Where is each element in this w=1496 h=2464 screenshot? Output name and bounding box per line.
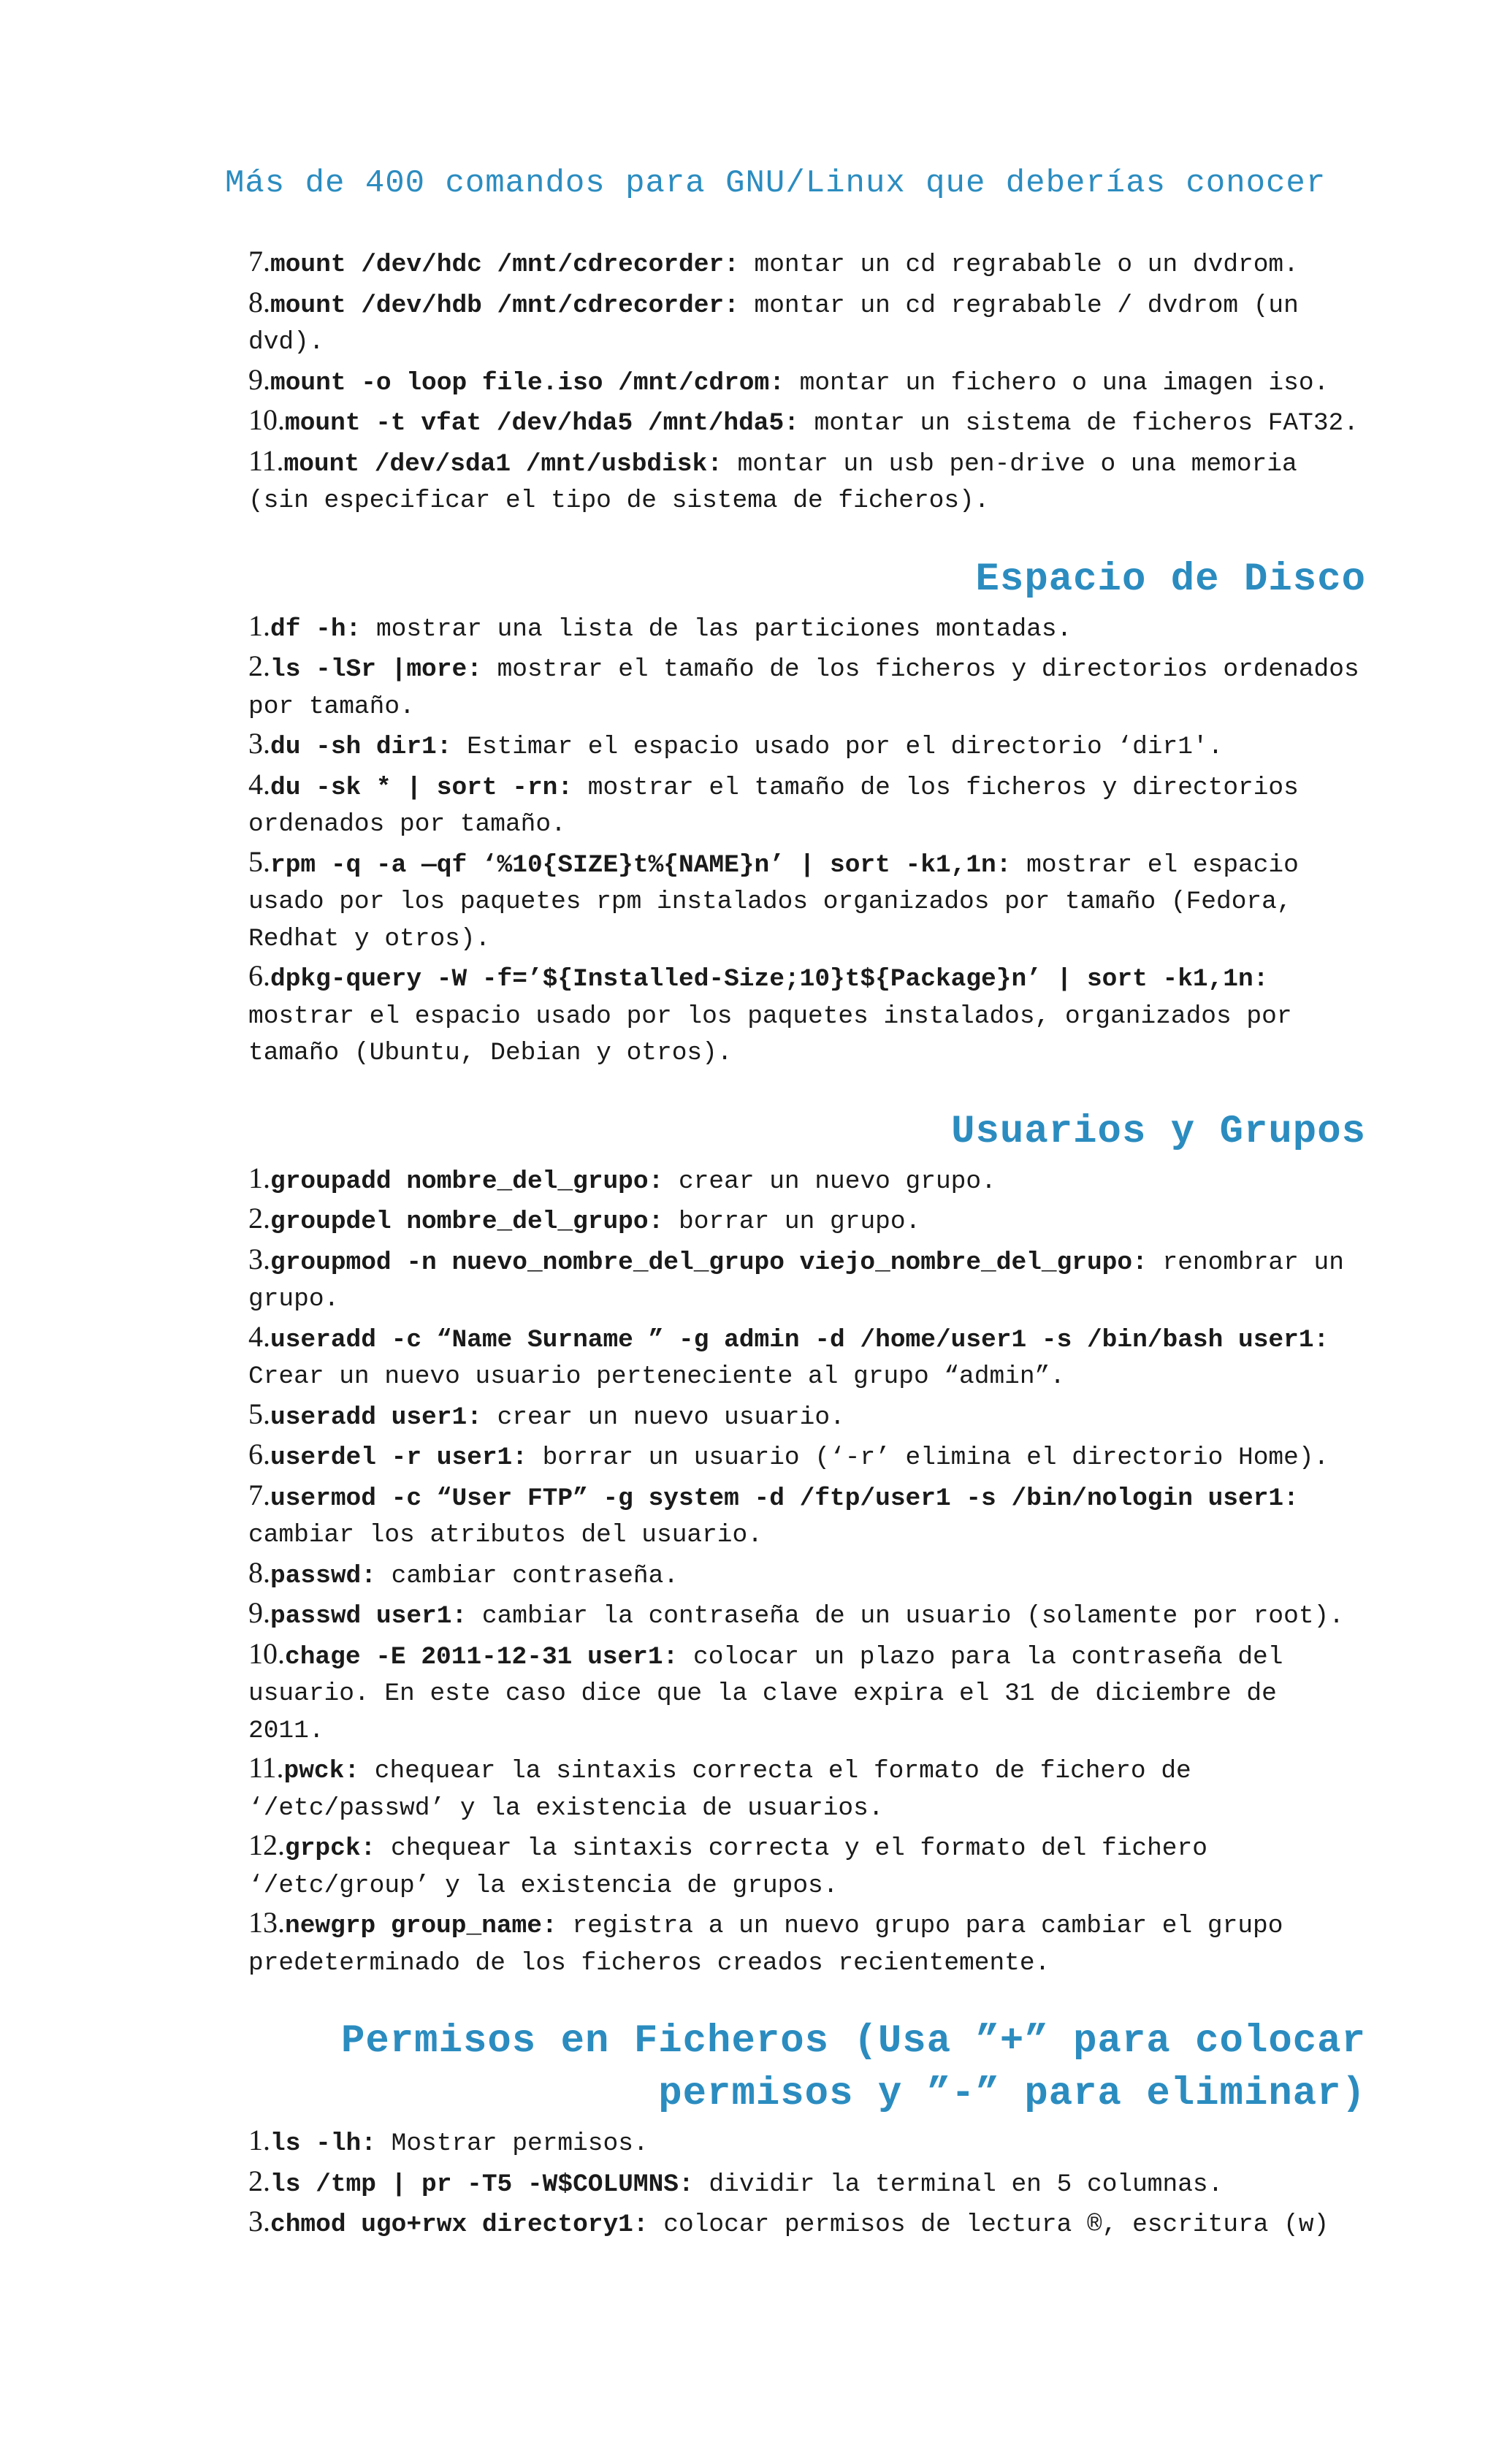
list-item: 1.ls -lh: Mostrar permisos. bbox=[248, 2124, 649, 2158]
list-item: 3.groupmod -n nuevo_nombre_del_grupo viejo_nombre_del_grupo: renombrar un grupo. bbox=[248, 1242, 1344, 1313]
list-item: 13.newgrp group_name: registra a un nuevo grupo para cambiar el grupo predeterminado de los ficheros creados recientemente. bbox=[248, 1906, 1283, 1977]
section-title-permisos-ficheros bbox=[213, 2015, 1366, 2121]
list-item: 10.chage -E 2011-12-31 user1: colocar un plazo para la contraseña del usuario. En este caso dice que la clave expira el 31 de diciembre de 2011. bbox=[248, 1636, 1283, 1745]
list-item: 8.passwd: cambiar contraseña. bbox=[248, 1555, 679, 1590]
list-item: 7.usermod -c “User FTP” -g system -d /ftp/user1 -s /bin/nologin user1: cambiar los atributos del usuario. bbox=[248, 1478, 1299, 1549]
list-item: 10.mount -t vfat /dev/hda5 /mnt/hda5: montar un sistema de ficheros FAT32. bbox=[248, 403, 1359, 438]
section-title-line-2: permisos y ”-” para eliminar) bbox=[658, 2072, 1366, 2116]
list-item: 11.mount /dev/sda1 /mnt/usbdisk: montar un usb pen-drive o una memoria (sin especificar el tipo de sistema de ficheros). bbox=[248, 443, 1297, 515]
list-item: 11.pwck: chequear la sintaxis correcta el formato de fichero de ‘/etc/passwd’ y la existencia de usuarios. bbox=[248, 1751, 1191, 1823]
list-item: 2.ls /tmp | pr -T5 -W$COLUMNS: dividir la terminal en 5 columnas. bbox=[248, 2164, 1224, 2199]
list-item: 7.mount /dev/hdc /mnt/cdrecorder: montar un cd regrabable o un dvdrom. bbox=[248, 245, 1299, 279]
intro-list bbox=[248, 243, 1366, 520]
section-title-espacio-disco: Espacio de Disco bbox=[975, 557, 1366, 602]
permisos-list bbox=[248, 2122, 1366, 2244]
list-item: 1.df -h: mostrar una lista de las particiones montadas. bbox=[248, 609, 1072, 644]
list-item: 1.groupadd nombre_del_grupo: crear un nuevo grupo. bbox=[248, 1161, 996, 1196]
usuarios-list bbox=[248, 1160, 1366, 1983]
list-item: 5.useradd user1: crear un nuevo usuario. bbox=[248, 1397, 845, 1432]
list-item: 6.dpkg-query -W -f=’${Installed-Size;10}t${Package}n’ | sort -k1,1n: mostrar el espacio usado por los paquetes instalados, organizados por tamaño (Ubuntu, Debian y otros). bbox=[248, 959, 1292, 1067]
section-title-usuarios-grupos: Usuarios y Grupos bbox=[951, 1109, 1366, 1154]
list-item: 3.chmod ugo+rwx directory1: colocar permisos de lectura ®, escritura (w) bbox=[248, 2205, 1329, 2239]
list-item: 3.du -sh dir1: Estimar el espacio usado por el directorio ‘dir1'. bbox=[248, 727, 1224, 761]
list-item: 4.du -sk * | sort -rn: mostrar el tamaño de los ficheros y directorios ordenados por tamaño. bbox=[248, 767, 1299, 839]
list-item: 9.passwd user1: cambiar la contraseña de un usuario (solamente por root). bbox=[248, 1596, 1344, 1630]
list-item: 4.useradd -c “Name Surname ” -g admin -d /home/user1 -s /bin/bash user1: Crear un nuevo usuario perteneciente al grupo “admin”. bbox=[248, 1319, 1329, 1391]
list-item: 2.groupdel nombre_del_grupo: borrar un grupo. bbox=[248, 1202, 921, 1236]
list-item: 5.rpm -q -a —qf ‘%10{SIZE}t%{NAME}n’ | sort -k1,1n: mostrar el espacio usado por los paquetes rpm instalados organizados por tamaño (Fedora, Redhat y otros). bbox=[248, 844, 1299, 953]
list-item: 2.ls -lSr |more: mostrar el tamaño de los ficheros y directorios ordenados por tamaño. bbox=[248, 649, 1359, 721]
section-title-line-1: Permisos en Ficheros (Usa ”+” para colocar bbox=[340, 2019, 1366, 2064]
document-content bbox=[248, 243, 1366, 2244]
list-item: 8.mount /dev/hdb /mnt/cdrecorder: montar un cd regrabable / dvdrom (un dvd). bbox=[248, 285, 1299, 356]
list-item: 9.mount -o loop file.iso /mnt/cdrom: montar un fichero o una imagen iso. bbox=[248, 362, 1329, 397]
list-item: 12.grpck: chequear la sintaxis correcta y el formato del fichero ‘/etc/group’ y la existencia de grupos. bbox=[248, 1828, 1207, 1900]
disco-list bbox=[248, 608, 1366, 1072]
list-item: 6.userdel -r user1: borrar un usuario (‘-r’ elimina el directorio Home). bbox=[248, 1438, 1329, 1472]
page-header: Más de 400 comandos para GNU/Linux que deberías conocer bbox=[225, 165, 1327, 202]
